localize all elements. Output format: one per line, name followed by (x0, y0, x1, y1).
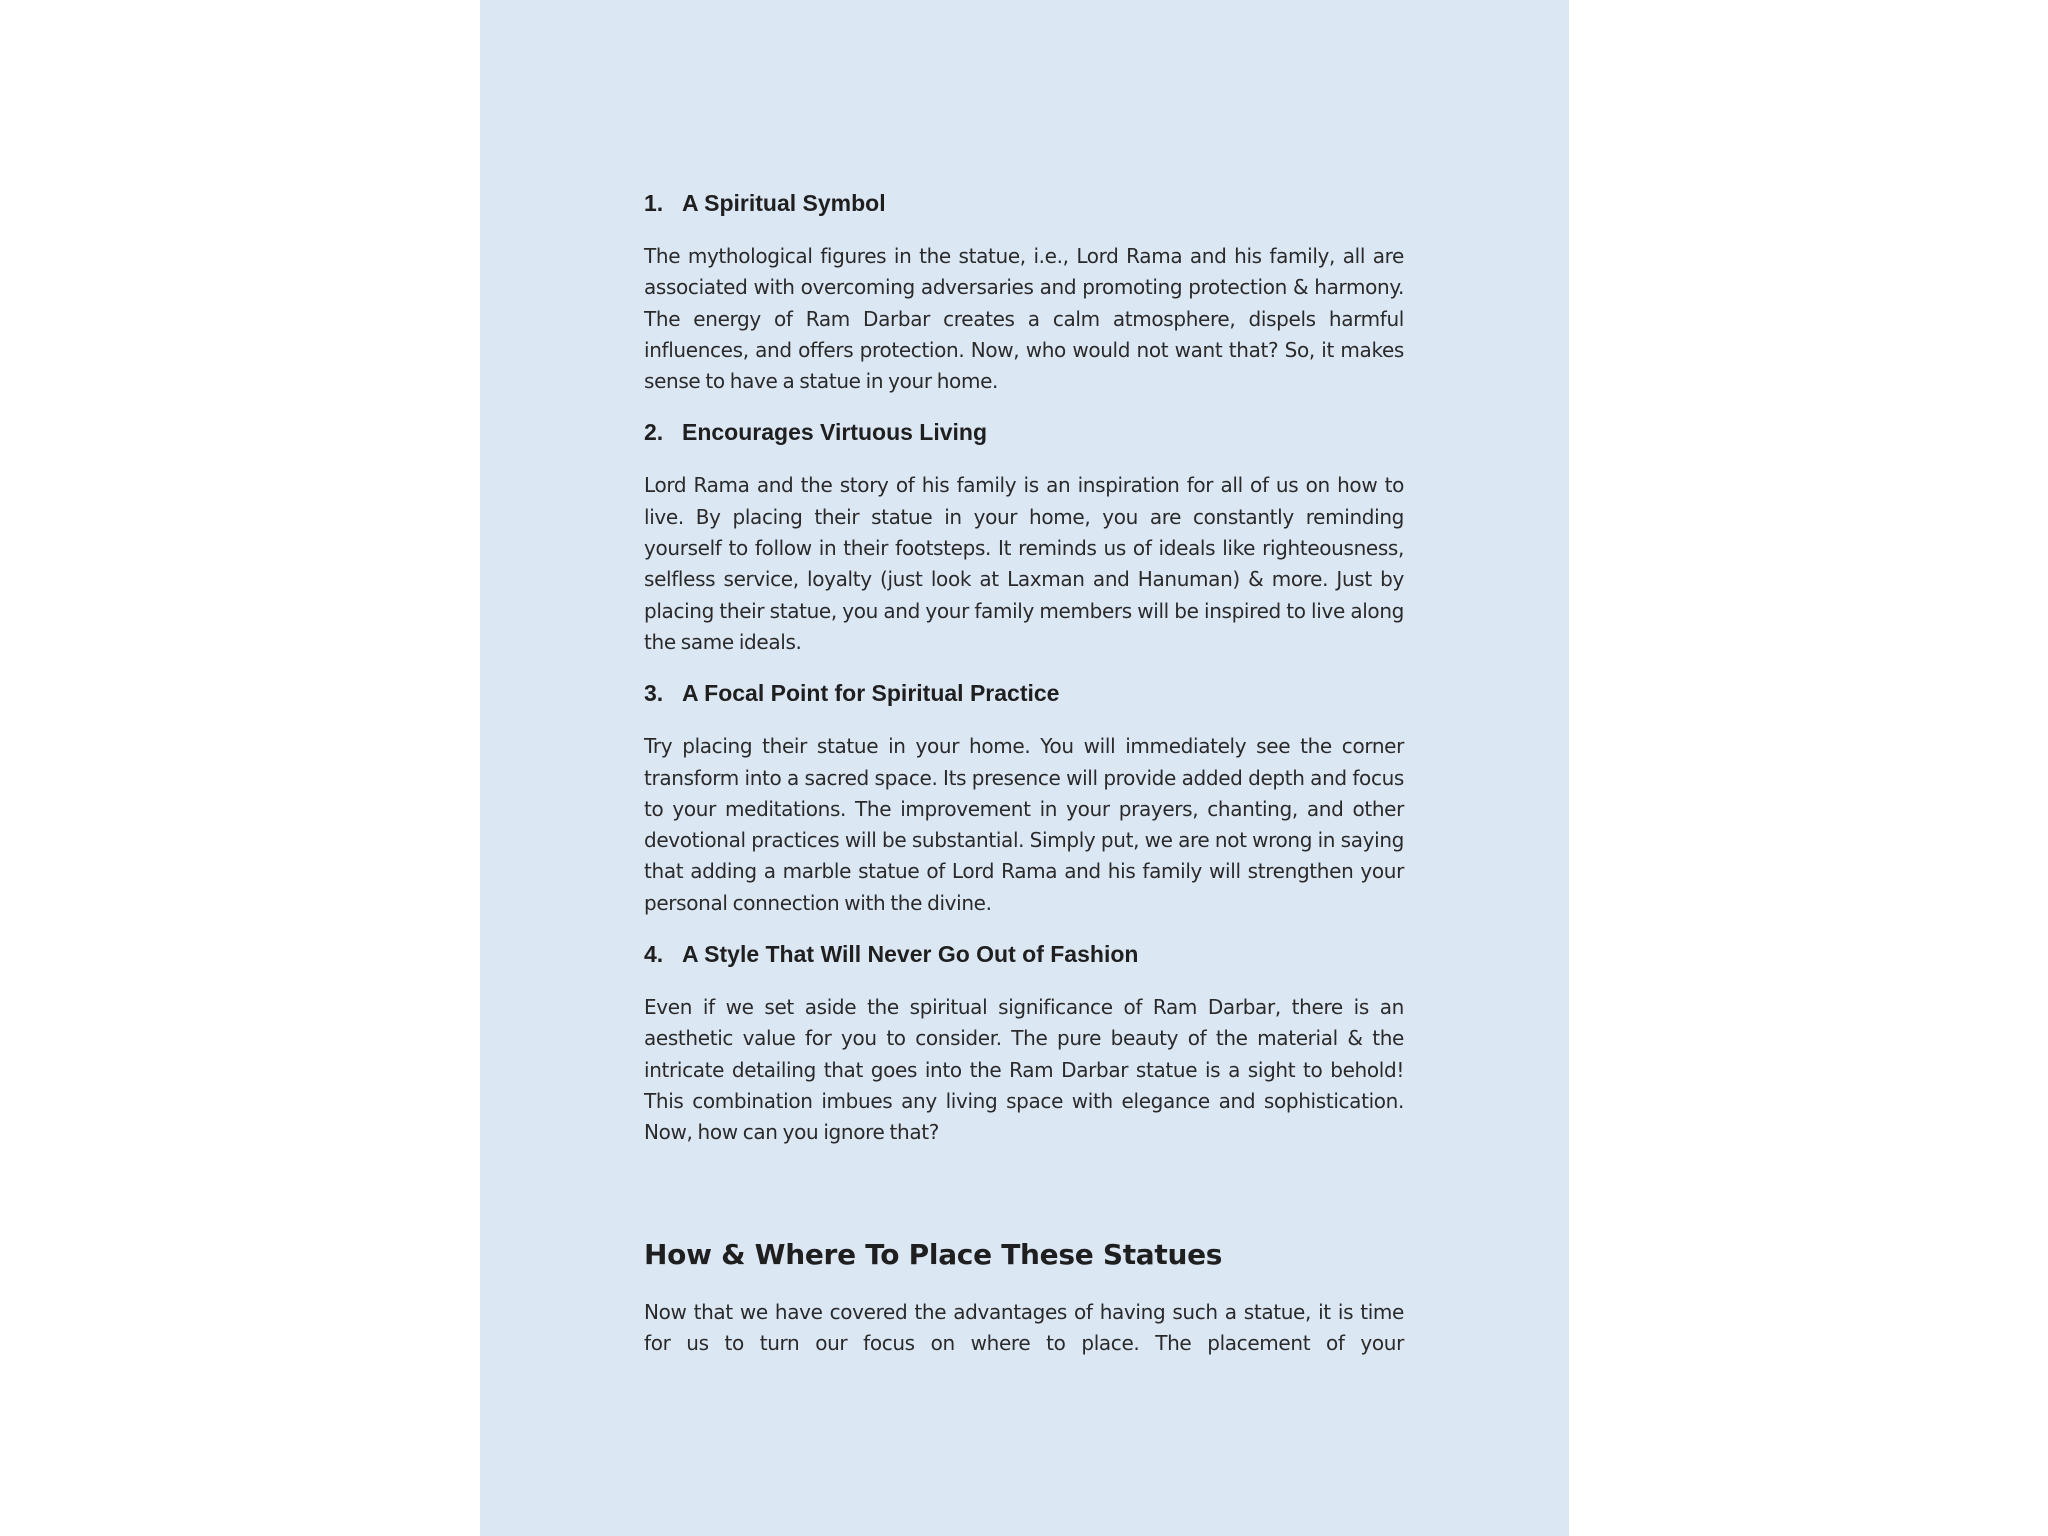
section-number: 1. (644, 190, 664, 216)
section-heading-2 (644, 415, 1404, 449)
section-heading-4 (644, 937, 1404, 971)
section-number: 4. (644, 941, 664, 968)
section-number: 3. (644, 680, 664, 707)
document-page (480, 0, 1569, 1536)
placement-paragraph: Now that we have covered the advantages of having such a statue, it is time for us to turn our focus on where to place. The placement of your (644, 1299, 1404, 1355)
section-paragraph-4: Even if we set aside the spiritual significance of Ram Darbar, there is an aesthetic value for you to consider. The pure beauty of the material & the intricate detailing that goes into the Ram Darbar statue is a sight to behold! This combination imbues any living space with elegance and sophistication. Now, how can you ignore that? (644, 995, 1404, 1145)
section-paragraph-2: Lord Rama and the story of his family is an inspiration for all of us on how to live. By placing their statue in your home, you are constantly reminding yourself to follow in their footsteps. It reminds us of ideals like righteousness, selfless service, loyalty (just look at Laxman and Hanuman) & more. Just by placing their statue, you and your family members will be inspired to live along the same ideals. (644, 473, 1404, 654)
section-title: A Focal Point for Spiritual Practice (682, 680, 1060, 707)
section-heading-3 (644, 676, 1404, 710)
section-title: A Style That Will Never Go Out of Fashion (682, 941, 1139, 968)
section-title: A Spiritual Symbol (682, 190, 886, 216)
section-number: 2. (644, 419, 664, 446)
section-paragraph-1: The mythological figures in the statue, i.e., Lord Rama and his family, all are associated with overcoming adversaries and promoting protection & harmony. The energy of Ram Darbar creates a calm atmosphere, dispels harmful influences, and offers protection. Now, who would not want that? So, it makes sense to have a statue in your home. (644, 244, 1404, 394)
section-title: Encourages Virtuous Living (682, 419, 988, 446)
section-paragraph-3: Try placing their statue in your home. You will immediately see the corner transform into a sacred space. Its presence will provide added depth and focus to your meditations. The improvement in your prayers, chanting, and other devotional practices will be substantial. Simply put, we are not wrong in saying that adding a marble statue of Lord Rama and his family will strengthen your personal connection with the divine. (644, 734, 1404, 915)
placement-heading: How & Where To Place These Statues (644, 1237, 1223, 1271)
page-content (644, 186, 1404, 1359)
section-heading-1 (644, 186, 1404, 220)
